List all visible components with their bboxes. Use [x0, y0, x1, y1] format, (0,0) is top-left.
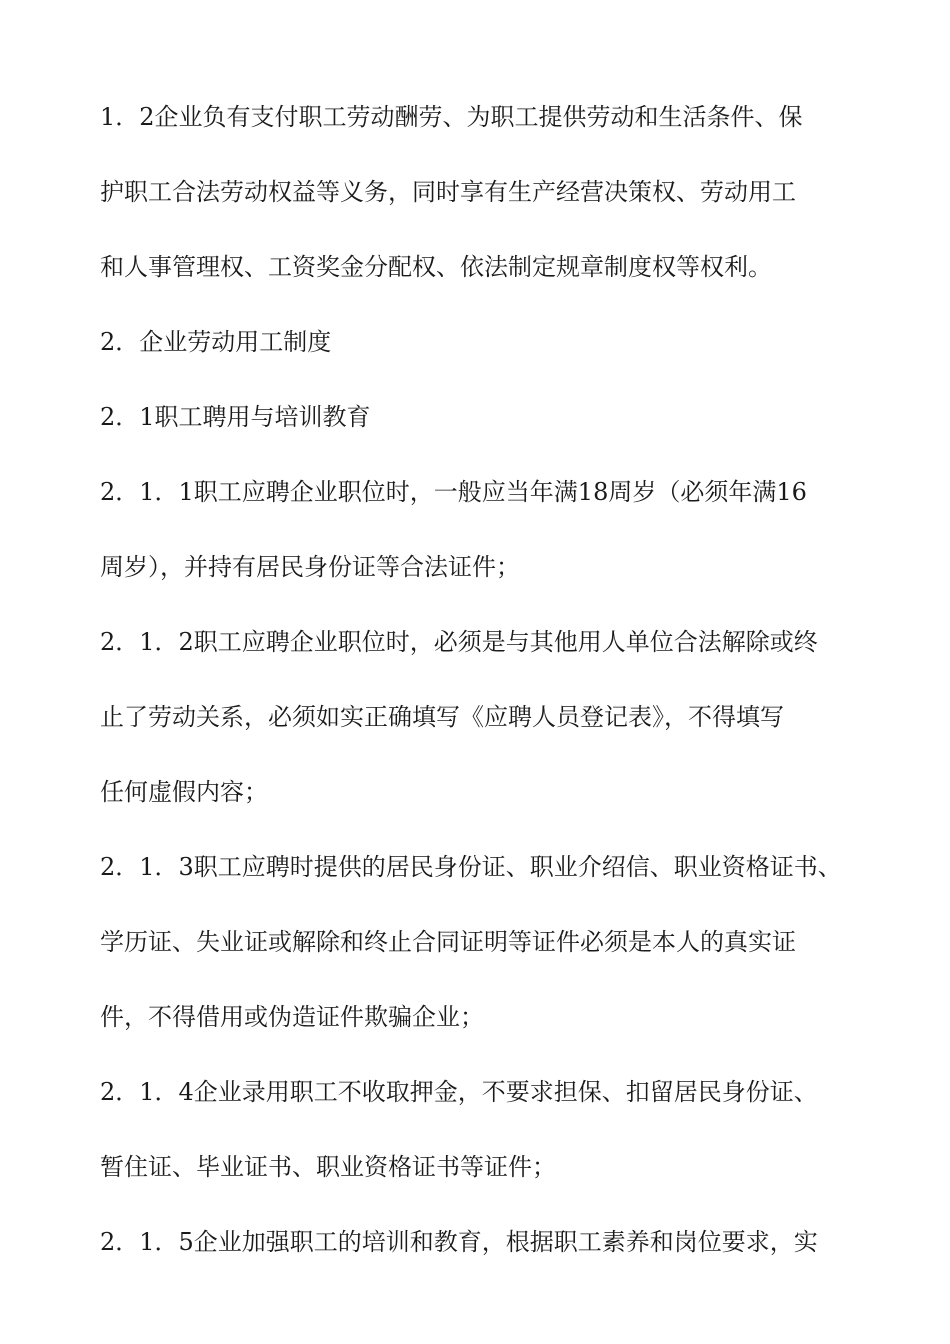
text-line: 周岁），并持有居民身份证等合法证件； — [100, 553, 520, 581]
text-line: 件，不得借用或伪造证件欺骗企业； — [100, 1003, 484, 1031]
text-line: 任何虚假内容； — [100, 778, 268, 806]
text-line: 护职工合法劳动权益等义务，同时享有生产经营决策权、劳动用工 — [100, 178, 796, 206]
text-line: 暂住证、毕业证书、职业资格证书等证件； — [100, 1153, 556, 1181]
text-line: 2．1．5企业加强职工的培训和教育，根据职工素养和岗位要求，实 — [100, 1228, 818, 1256]
text-line: 1．2企业负有支付职工劳动酬劳、为职工提供劳动和生活条件、保 — [100, 103, 803, 131]
text-line: 止了劳动关系，必须如实正确填写《应聘人员登记表》，不得填写 — [100, 703, 784, 731]
text-line: 2．1．4企业录用职工不收取押金，不要求担保、扣留居民身份证、 — [100, 1078, 818, 1106]
text-line: 2．1．1职工应聘企业职位时，一般应当年满18周岁（必须年满16 — [100, 478, 807, 506]
text-line: 2．1．2职工应聘企业职位时，必须是与其他用人单位合法解除或终 — [100, 628, 818, 656]
subsection-heading: 2．1职工聘用与培训教育 — [100, 403, 371, 431]
text-line: 学历证、失业证或解除和终止合同证明等证件必须是本人的真实证 — [100, 928, 796, 956]
text-line: 和人事管理权、工资奖金分配权、依法制定规章制度权等权利。 — [100, 253, 772, 281]
section-heading: 2．企业劳动用工制度 — [100, 328, 332, 356]
text-line: 2．1．3职工应聘时提供的居民身份证、职业介绍信、职业资格证书、 — [100, 853, 842, 881]
